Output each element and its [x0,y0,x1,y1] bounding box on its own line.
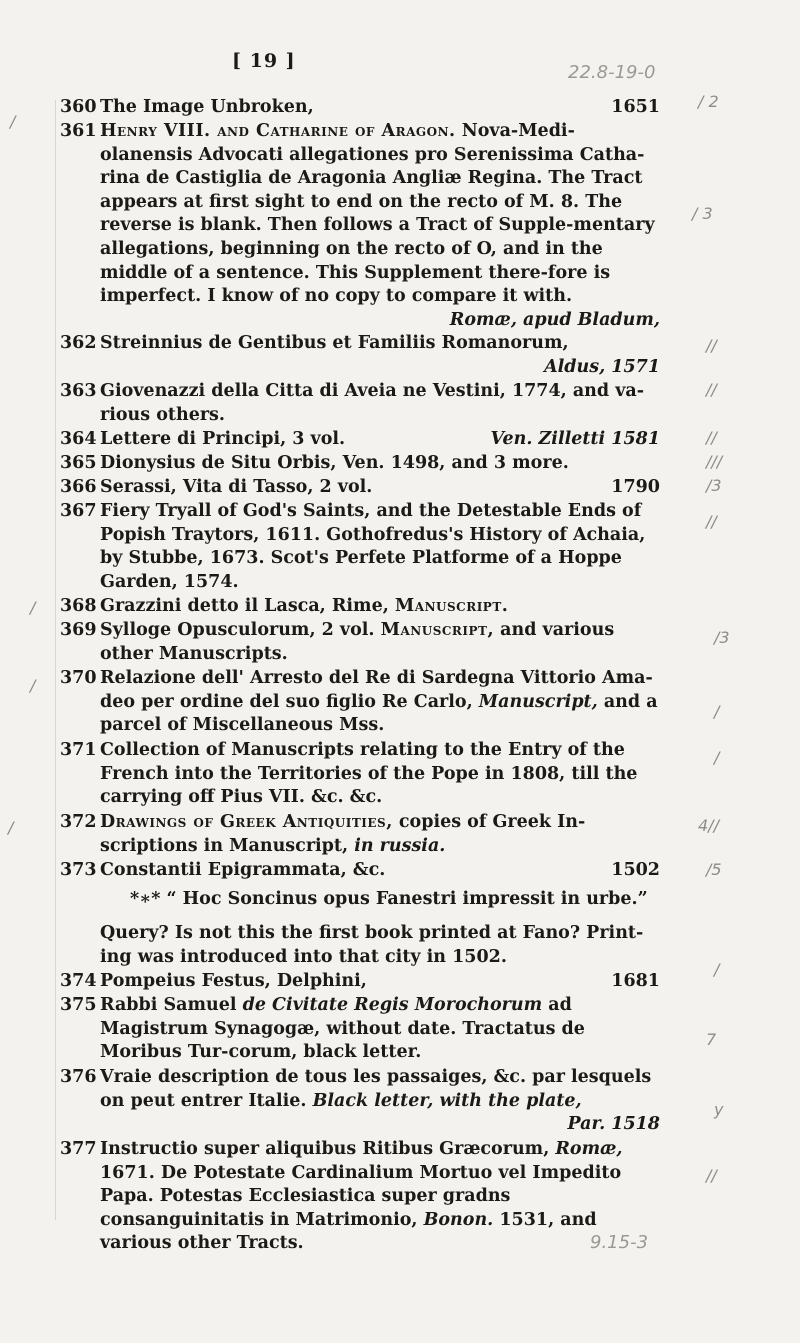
pencil-mark: / [30,598,36,617]
pencil-mark: / [714,960,720,979]
pencil-mark: 4// [698,816,719,835]
pencil-mark: / [714,748,720,767]
pencil-mark: // [706,336,717,355]
entry-363: 363 Giovenazzi della Citta di Aveia ne Vestini, 1774, and va-rious others. [60,381,644,425]
pencil-mark: // [706,512,717,531]
entry-368: 368 Grazzini detto il Lasca, Rime, Manuscript. [60,596,509,616]
entry-371: 371 Collection of Manuscripts relating to the Entry of the French into the Territories of the Pope in 1808, till the carrying off Pius VII. &c. &c. [60,740,638,808]
fano-query: Query? Is not this the first book printed at Fano? Print-ing was introduced into that city in 1502. [100,923,644,967]
pencil-mark: / [8,818,14,837]
pencil-mark: // [706,380,717,399]
soncinus-note: *∗* “ Hoc Soncinus opus Fanestri impressit in urbe.” [130,889,648,909]
entry-369: 369 Sylloge Opusculorum, 2 vol. Manuscript, and various other Manuscripts. [60,620,615,664]
page-number: [ 19 ] [232,50,296,72]
binding-shadow [55,100,56,1220]
entry-370: 370 Relazione dell' Arresto del Re di Sardegna Vittorio Ama-deo per ordine del suo figlio Re Carlo, Manuscript, and a parcel of Miscellaneous Mss. [60,668,658,736]
entry-366: 366 Serassi, Vita di Tasso, 2 vol. 1790 [60,477,660,497]
pencil-mark: // [706,428,717,447]
pencil-mark: /3 [714,628,730,647]
pencil-mark: /3 [706,476,722,495]
entry-375: 375 Rabbi Samuel de Civitate Regis Morochorum ad Magistrum Synagogæ, without date. Tractatus de Moribus Tur-corum, black letter. [60,995,585,1063]
entry-372: 372 Drawings of Greek Antiquities, copies of Greek In-scriptions in Manuscript, in russia. [60,812,586,856]
entry-374: 374 Pompeius Festus, Delphini, 1681 [60,971,660,991]
entry-361: 361 Henry VIII. and Catharine of Aragon. Nova-Medi-olanensis Advocati allegationes pro Serenissima Catha-rina de Castiglia de Aragonia Angliæ Regina. The Tract appears at first sight to end on the recto of M. 8. The reverse is blank. Then follows a Tract of Supple-mentary allegations, beginning on the recto of O, and in the middle of a sentence. This Supplement there-fore is imperfect. I know of no copy to compare it with. Romæ, apud Bladum, [60,121,660,330]
entry-362: 362 Streinnius de Gentibus et Familiis Romanorum, Aldus, 1571 [60,333,660,377]
entry-364: 364 Lettere di Principi, 3 vol. Ven. Zilletti 1581 [60,429,660,449]
entry-365: 365 Dionysius de Situ Orbis, Ven. 1498, and 3 more. [60,453,569,473]
pencil-mark: // [706,1166,717,1185]
pencil-mark: / [714,702,720,721]
pencil-mark: / 3 [692,204,713,223]
pencil-mark: 7 [706,1030,717,1049]
pencil-mark: / [10,112,16,131]
pencil-price-bottom: 9.15-3 [590,1232,649,1253]
pencil-mark: / [30,676,36,695]
entry-377: 377 Instructio super aliquibus Ritibus Græcorum, Romæ, 1671. De Potestate Cardinalium Mortuo vel Impedito Papa. Potestas Ecclesiastica super gradns consanguinitatis in Matrimonio, Bonon. 1531, and various other Tracts. [60,1139,623,1254]
entry-367: 367 Fiery Tryall of God's Saints, and the Detestable Ends of Popish Traytors, 1611. Gothofredus's History of Achaia, by Stubbe, 1673. Scot's Perfete Platforme of a Hoppe Garden, 1574. [60,501,646,592]
pencil-price-top: 22.8-19-0 [568,62,656,83]
pencil-mark: /// [706,452,723,471]
pencil-mark: /5 [706,860,722,879]
entry-360: 360 The Image Unbroken, 1651 [60,97,660,117]
pencil-mark: y [714,1100,724,1119]
pencil-mark: / 2 [698,92,719,111]
entry-376: 376 Vraie description de tous les passaiges, &c. par lesquels on peut entrer Italie. Black letter, with the plate, Par. 1518 [60,1067,660,1135]
entry-373: 373 Constantii Epigrammata, &c. 1502 [60,860,660,880]
